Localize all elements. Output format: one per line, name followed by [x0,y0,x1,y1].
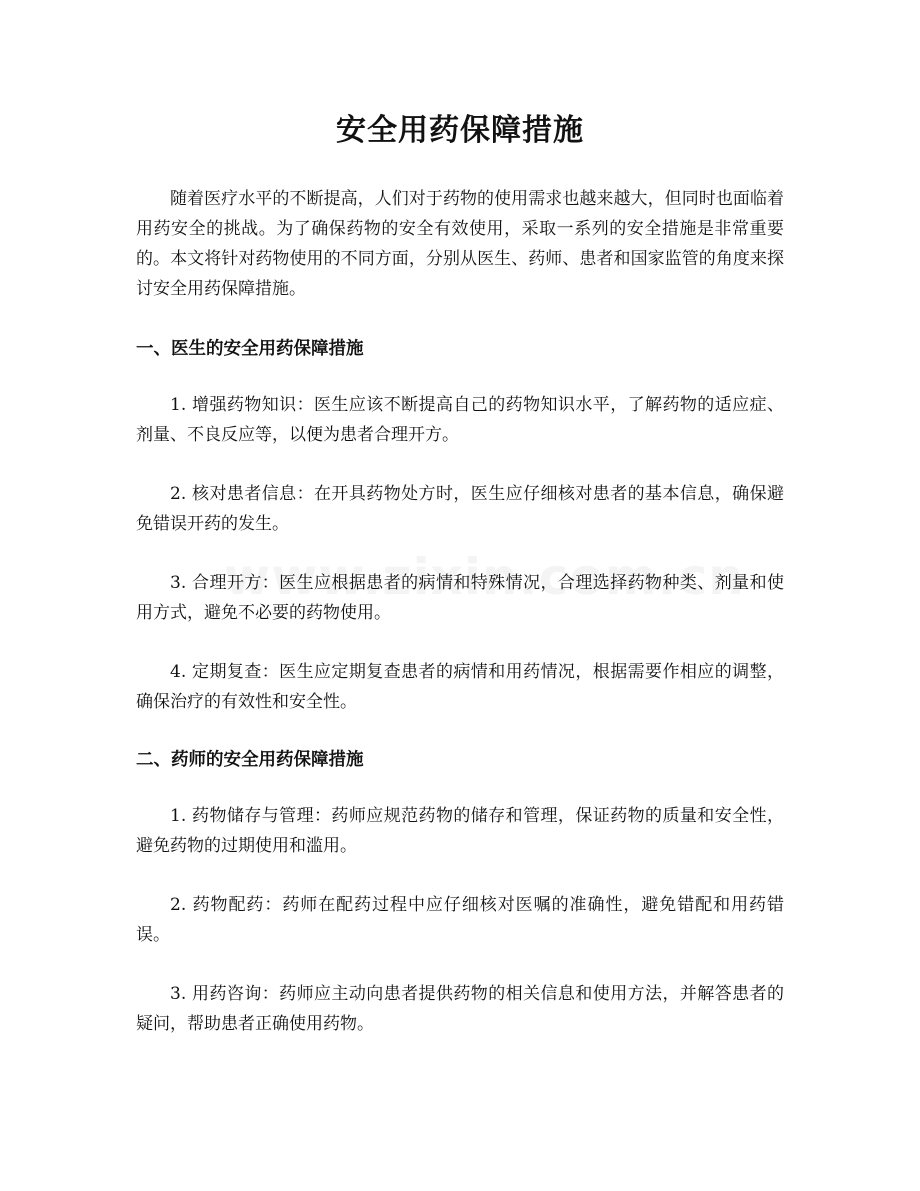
pharmacist-item-1: 1. 药物储存与管理：药师应规范药物的储存和管理，保证药物的质量和安全性，避免药物的过期使用和滥用。 [136,806,784,856]
doctor-item-4: 4. 定期复查：医生应定期复查患者的病情和用药情况，根据需要作相应的调整，确保治疗的有效性和安全性。 [136,662,784,712]
doctor-item-2: 2. 核对患者信息：在开具药物处方时，医生应仔细核对患者的基本信息，确保避免错误开药的发生。 [136,484,784,534]
page-title: 安全用药保障措施 [336,113,584,148]
section-heading-pharmacist: 二、药师的安全用药保障措施 [136,750,364,770]
doctor-item-3: 3. 合理开方：医生应根据患者的病情和特殊情况，合理选择药物种类、剂量和使用方式，避免不必要的药物使用。 [136,573,784,623]
document-body [136,184,784,1068]
doctor-item-1: 1. 增强药物知识：医生应该不断提高自己的药物知识水平，了解药物的适应症、剂量、不良反应等，以便为患者合理开方。 [136,395,784,445]
pharmacist-item-2: 2. 药物配药：药师在配药过程中应仔细核对医嘱的准确性，避免错配和用药错误。 [136,895,784,945]
section-heading-doctor: 一、医生的安全用药保障措施 [136,339,364,359]
intro-paragraph: 随着医疗水平的不断提高，人们对于药物的使用需求也越来越大，但同时也面临着用药安全的挑战。为了确保药物的安全有效使用，采取一系列的安全措施是非常重要的。本文将针对药物使用的不同方面，分别从医生、药师、患者和国家监管的角度来探讨安全用药保障措施。 [136,189,784,299]
pharmacist-item-3: 3. 用药咨询：药师应主动向患者提供药物的相关信息和使用方法，并解答患者的疑问，帮助患者正确使用药物。 [136,984,784,1034]
